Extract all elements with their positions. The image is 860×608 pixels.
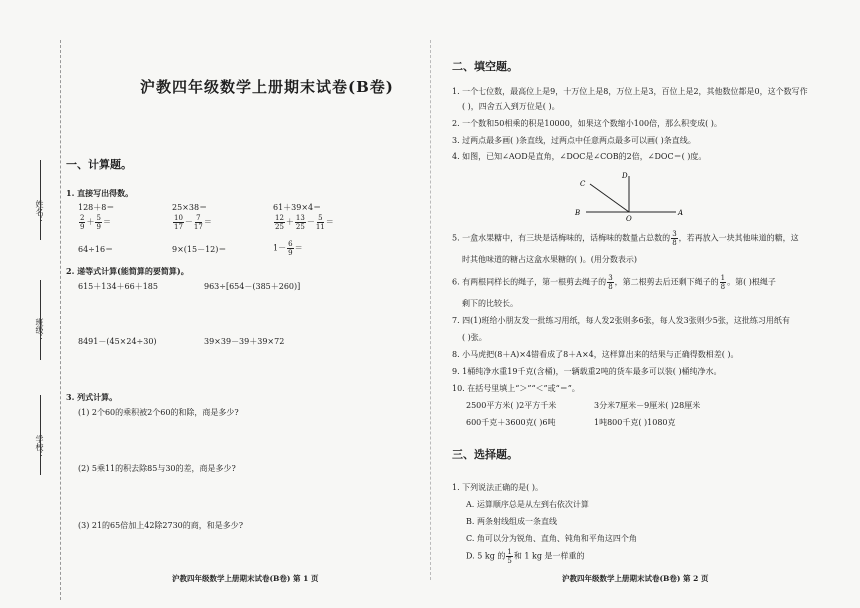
binding-line: [60, 40, 61, 600]
page-title: 沪教四年级数学上册期末试卷(B卷): [140, 78, 394, 96]
point-a-label: A: [678, 209, 684, 217]
q3-item: (1) 2个60的乘积被2个60的和除，商是多少?: [78, 408, 239, 417]
fill-q9: 9. 1桶纯净水重19千克(含桶)，一辆载重2吨的货车最多可以装( )桶纯净水。: [452, 367, 722, 376]
fill-q6-line1: 6. 有两根同样长的绳子，第一根剪去绳子的 $\frac{3}{8}$ ，第二根剪去后还剩下绳子的 $\frac{1}{8}$ 。第( )根绳子: [452, 274, 776, 291]
page-footer: 沪教四年级数学上册期末试卷(B卷) 第 1 页: [172, 574, 319, 583]
q1-item: 9×(15－12)＝: [172, 245, 227, 254]
fill-q3: 3. 过两点最多画( )条直线，过两点中任意两点最多可以画( )条直线。: [452, 136, 696, 145]
q2-item: 963÷[654－(385＋260)]: [204, 282, 301, 291]
choice-option-a: A. 运算顺序总是从左到右依次计算: [466, 500, 589, 509]
q2-item: 39×39－39＋39×72: [204, 337, 285, 346]
compare-item: 2500平方米( )2平方千米: [466, 401, 557, 410]
choice-option-b: B. 两条射线组成一条直线: [466, 517, 557, 526]
class-underline: [40, 280, 41, 360]
q1-fraction-item: $\frac{10}{17}$ － $\frac{7}{17}$ ＝: [174, 214, 212, 231]
choice-q1: 1. 下列说法正确的是( )。: [452, 483, 543, 492]
fill-q10: 10. 在括号里填上“＞”“＜”或“＝”。: [452, 384, 580, 393]
compare-item: 3分米7厘米－9厘米( )28厘米: [594, 401, 701, 410]
school-underline: [40, 395, 41, 475]
point-b-label: B: [575, 209, 581, 217]
q3-heading: 3. 列式计算。: [66, 392, 118, 402]
fill-q1-line2: ( )，四舍五入到万位是( )。: [462, 102, 560, 111]
page-divider: [430, 40, 431, 580]
q1-item: 128＋8＝: [78, 203, 115, 212]
fill-q8: 8. 小马虎把(8＋A)×4错看成了8＋A×4，这样算出来的结果与正确得数相差( )。: [452, 350, 739, 359]
class-label: 班级：: [35, 318, 44, 342]
page-footer: 沪教四年级数学上册期末试卷(B卷) 第 2 页: [562, 574, 709, 583]
fill-q7-line2: ( )张。: [462, 333, 487, 342]
q1-item: 64÷16＝: [78, 245, 114, 254]
q3-item: (2) 5乘11的积去除85与30的差，商是多少?: [78, 464, 236, 473]
fill-q5-line1: 5. 一盒水果糖中，有三块是话梅味的，话梅味的数量占总数的 $\frac{3}{8}$ ，若再放入一块其他味道的糖，这: [452, 230, 799, 247]
compare-item: 600千克＋3600克( )6吨: [466, 418, 556, 427]
point-o-label: O: [626, 215, 632, 222]
name-underline: [40, 160, 41, 240]
ray-oc: [590, 184, 629, 212]
q2-heading: 2. 递等式计算(能简算的要简算)。: [66, 266, 189, 276]
choice-option-c: C. 角可以分为锐角、直角、钝角和平角这四个角: [466, 534, 637, 543]
fill-q4: 4. 如图，已知∠AOD是直角，∠DOC是∠COB的2倍，∠DOC＝( )度。: [452, 152, 707, 161]
section-fill-blank: 二、填空题。: [452, 60, 518, 73]
fill-q7-line1: 7. 四(1)班给小朋友发一批练习用纸，每人发2张则多6张，每人发3张则少5张，这批练习用纸有: [452, 316, 790, 325]
section-choice: 三、选择题。: [452, 448, 518, 461]
q1-item: 25×38＝: [172, 203, 208, 212]
q1-item: 61＋39×4＝: [273, 203, 322, 212]
name-label: 姓名：: [35, 200, 44, 224]
q3-item: (3) 21的65倍加上42除2730的商，和是多少?: [78, 521, 244, 530]
angle-diagram: [572, 170, 692, 222]
section-calculation: 一、计算题。: [66, 158, 132, 171]
q1-fraction-item: $\frac{2}{9}$ ＋ $\frac{5}{9}$ ＝: [80, 214, 111, 231]
fill-q2: 2. 一个数和50相乘的积是10000，如果这个数缩小100倍，那么积变成( )。: [452, 119, 722, 128]
q1-fraction-item: $\frac{12}{25}$ ＋ $\frac{13}{25}$ － $\frac{5}{11}$ ＝: [275, 214, 334, 231]
q2-item: 615＋134＋66＋185: [78, 282, 158, 291]
compare-item: 1吨800千克( )1080克: [594, 418, 676, 427]
point-c-label: C: [580, 180, 586, 188]
school-label: 学校：: [35, 435, 44, 459]
q1-fraction-item: 1－ $\frac{6}{9}$ ＝: [273, 240, 303, 257]
q1-heading: 1. 直接写出得数。: [66, 188, 134, 198]
fill-q5-line2: 时其他味道的糖占这盒水果糖的( )。(用分数表示): [462, 255, 638, 264]
fill-q1-line1: 1. 一个七位数，最高位上是9，十万位上是8，万位上是3，百位上是2，其他数位都是0，这个数写作: [452, 87, 808, 96]
q2-item: 8491－(45×24÷30): [78, 337, 157, 346]
point-d-label: D: [622, 172, 628, 180]
choice-option-d: D. 5 kg 的 $\frac{1}{5}$ 和 1 kg 是一样重的: [466, 548, 585, 565]
fill-q6-line2: 剩下的比较长。: [462, 299, 518, 308]
